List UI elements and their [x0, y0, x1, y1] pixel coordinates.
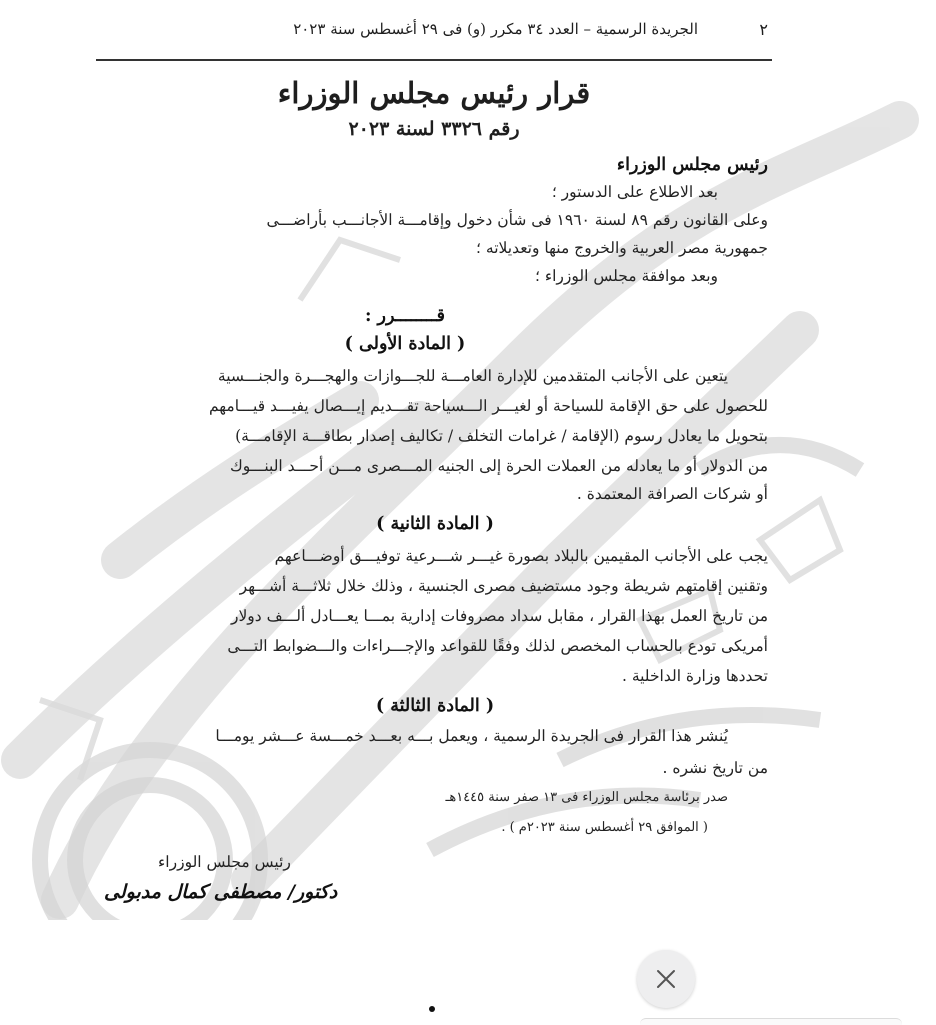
article-2-line: وتقنين إقامتهم شريطة وجود مستضيف مصرى الجنسية ، وذلك خلال ثلاثـــة أشـــهر: [239, 577, 768, 595]
article-3-line: من تاريخ نشره .: [662, 759, 768, 777]
article-2-line: تحددها وزارة الداخلية .: [621, 667, 768, 685]
header-rule: [96, 59, 772, 61]
article-3-heading: ( المادة الثالثة ): [375, 696, 495, 716]
decree-number: رقم ٣٣٢٦ لسنة ٢٠٢٣: [348, 118, 520, 140]
decided-label: قــــــــرر :: [364, 306, 446, 326]
preamble-line: بعد الاطلاع على الدستور ؛: [551, 183, 718, 201]
preamble-line: جمهورية مصر العربية والخروج منها وتعديلاته ؛: [476, 239, 768, 257]
issued-line: صدر برئاسة مجلس الوزراء فى ١٣ صفر سنة ١٤٤٥هـ: [445, 790, 728, 805]
signer-role: رئيس مجلس الوزراء: [158, 853, 291, 871]
close-icon: [654, 967, 678, 991]
article-1-heading: ( المادة الأولى ): [344, 334, 466, 354]
article-2-line: من تاريخ العمل بهذا القرار ، مقابل سداد مصروفات إدارية بمـــا يعـــادل ألـــف دولار: [230, 607, 768, 625]
article-1-line: أو شركات الصرافة المعتمدة .: [576, 485, 768, 503]
article-1-line: يتعين على الأجانب المتقدمين للإدارة العامـــة للجـــوازات والهجـــرة والجنـــسية: [217, 367, 728, 385]
decree-title: قرار رئيس مجلس الوزراء: [277, 76, 591, 110]
issuer-heading: رئيس مجلس الوزراء: [616, 155, 768, 175]
signer-name: دكتور/ مصطفى كمال مدبولى: [104, 881, 338, 903]
close-button[interactable]: [637, 950, 695, 1008]
running-title: الجريدة الرسمية – العدد ٣٤ مكرر (و) فى ٢٩ أغسطس سنة ٢٠٢٣: [293, 20, 698, 38]
article-1-line: من الدولار أو ما يعادله من العملات الحرة إلى الجنيه المـــصرى مـــن أحـــد البنـــوك: [229, 457, 768, 475]
article-1-line: للحصول على حق الإقامة للسياحة أو لغيـــر الـــسياحة تقـــديم إيـــصال يفيـــد قيـــامهم: [208, 397, 768, 415]
issued-date-line: ( الموافق ٢٩ أغسطس سنة ٢٠٢٣م ) .: [501, 820, 708, 835]
article-2-line: أمريكى تودع بالحساب المخصص لذلك وفقًا للقواعد والإجـــراءات والـــضوابط التـــى: [227, 637, 768, 655]
preamble-line: وعلى القانون رقم ٨٩ لسنة ١٩٦٠ فى شأن دخول وإقامـــة الأجانـــب بأراضـــى: [266, 211, 768, 229]
article-1-line: بتحويل ما يعادل رسوم (الإقامة / غرامات التخلف / تكاليف إصدار بطاقـــة الإقامـــة): [235, 427, 768, 445]
article-2-line: يجب على الأجانب المقيمين بالبلاد بصورة غيـــر شـــرعية توفيـــق أوضـــاعهم: [274, 547, 768, 565]
page-number: ٢: [759, 20, 768, 39]
preamble-line: وبعد موافقة مجلس الوزراء ؛: [534, 267, 718, 285]
article-2-heading: ( المادة الثانية ): [376, 514, 494, 534]
article-3-line: يُنشر هذا القرار فى الجريدة الرسمية ، ويعمل بـــه بعـــد خمـــسة عـــشر يومـــا: [215, 727, 728, 745]
page-header: [96, 14, 772, 58]
page-indicator-dot: [429, 1006, 435, 1012]
